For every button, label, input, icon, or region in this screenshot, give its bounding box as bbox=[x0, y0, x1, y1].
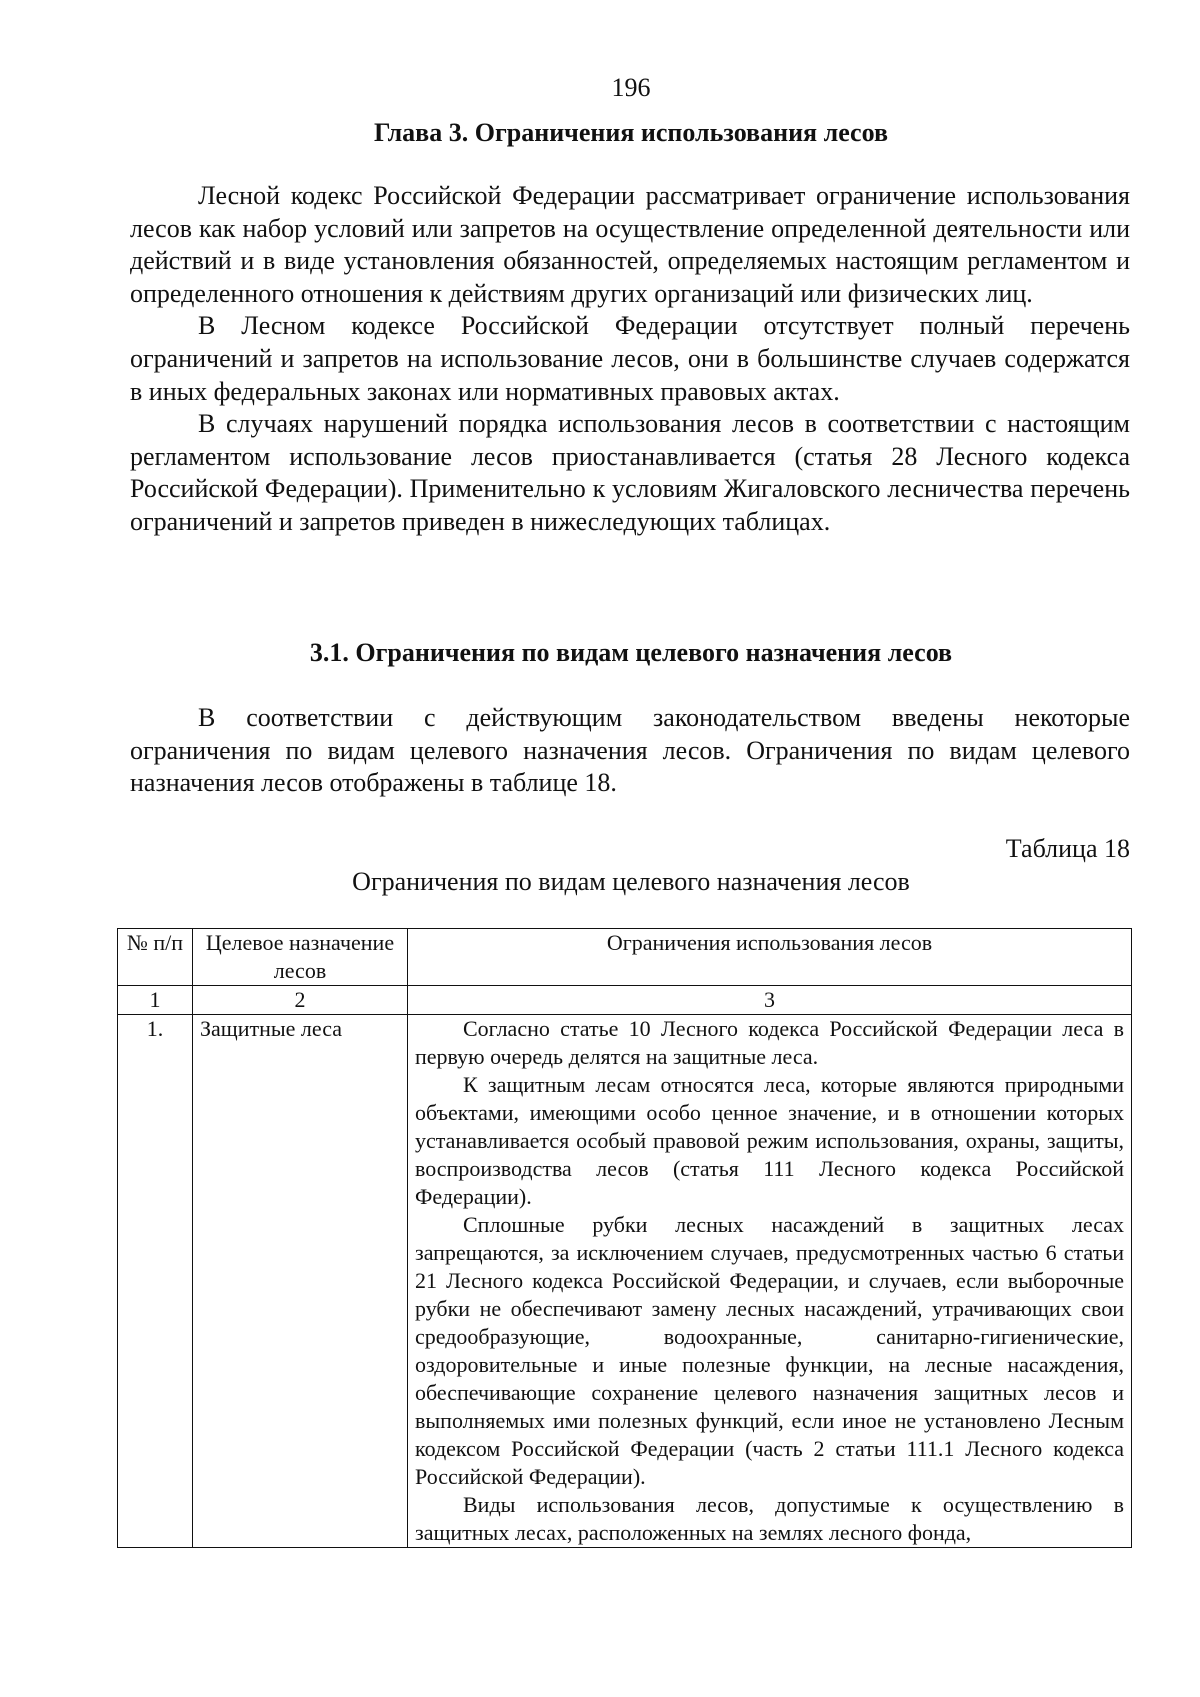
index-cell: 1 bbox=[118, 986, 193, 1015]
table-row bbox=[118, 1015, 1132, 1548]
restrictions-table bbox=[117, 928, 1132, 1548]
intro-paragraph: В Лесном кодексе Российской Федерации отсутствует полный перечень ограничений и запретов на использование лесов, они в большинстве случаев содержатся в иных федеральных законах или нормативных правовых актах. bbox=[130, 311, 1130, 406]
row-num: 1. bbox=[118, 1015, 193, 1548]
table-label: Таблица 18 bbox=[1005, 834, 1130, 863]
chapter-title: Глава 3. Ограничения использования лесов bbox=[373, 118, 888, 147]
row-restrictions bbox=[408, 1015, 1132, 1548]
restriction-paragraph: Согласно статье 10 Лесного кодекса Российской Федерации леса в первую очередь делятся на защитные леса. bbox=[415, 1016, 1124, 1069]
intro-text bbox=[130, 180, 1130, 539]
restriction-paragraph: Виды использования лесов, допустимые к осуществлению в защитных лесах, расположенных на землях лесного фонда, bbox=[415, 1492, 1124, 1545]
index-cell: 3 bbox=[408, 986, 1132, 1015]
header-restrictions: Ограничения использования лесов bbox=[408, 929, 1132, 986]
table-index-row bbox=[118, 986, 1132, 1015]
header-num: № п/п bbox=[118, 929, 193, 986]
restriction-paragraph: Сплошные рубки лесных насаждений в защитных лесах запрещаются, за исключением случаев, предусмотренных частью 6 статьи 21 Лесного кодекса Российской Федерации, и случаев, если выборочные рубки не обеспечивают замену лесных насаждений, утрачивающих свои средообразующие, водоохранные, санитарно-гигиенические, оздоровительные и иные полезные функции, на лесные насаждения, обеспечивающие сохранение целевого назначения защитных лесов и выполняемых ими полезных функций, если иное не установлено Лесным кодексом Российской Федерации (часть 2 статьи 111.1 Лесного кодекса Российской Федерации). bbox=[415, 1212, 1124, 1489]
header-purpose: Целевое назначение лесов bbox=[193, 929, 408, 986]
intro-paragraph: В случаях нарушений порядка использования лесов в соответствии с настоящим регламентом использование лесов приостанавливается (статья 28 Лесного кодекса Российской Федерации). Применительно к условиям Жигаловского лесничества перечень ограничений и запретов приведен в нижеследующих таблицах. bbox=[130, 409, 1130, 536]
row-purpose: Защитные леса bbox=[193, 1015, 408, 1548]
section-intro-text bbox=[130, 702, 1130, 800]
intro-paragraph: Лесной кодекс Российской Федерации рассматривает ограничение использования лесов как набор условий или запретов на осуществление определенной деятельности или действий и в виде установления обязанностей, определяемых настоящим регламентом и определенного отношения к действиям других организаций или физических лиц. bbox=[130, 181, 1130, 308]
restriction-paragraph: К защитным лесам относятся леса, которые являются природными объектами, имеющими особо ценное значение, и в отношении которых устанавливается особый правовой режим использования, охраны, защиты, воспроизводства лесов (статья 111 Лесного кодекса Российской Федерации). bbox=[415, 1072, 1124, 1209]
index-cell: 2 bbox=[193, 986, 408, 1015]
section-title: 3.1. Ограничения по видам целевого назначения лесов bbox=[309, 638, 953, 667]
page-number: 196 bbox=[611, 73, 651, 102]
table-header-row bbox=[118, 929, 1132, 986]
section-paragraph: В соответствии с действующим законодательством введены некоторые ограничения по видам целевого назначения лесов. Ограничения по видам целевого назначения лесов отображены в таблице 18. bbox=[130, 703, 1130, 798]
table-caption: Ограничения по видам целевого назначения лесов bbox=[352, 867, 910, 896]
